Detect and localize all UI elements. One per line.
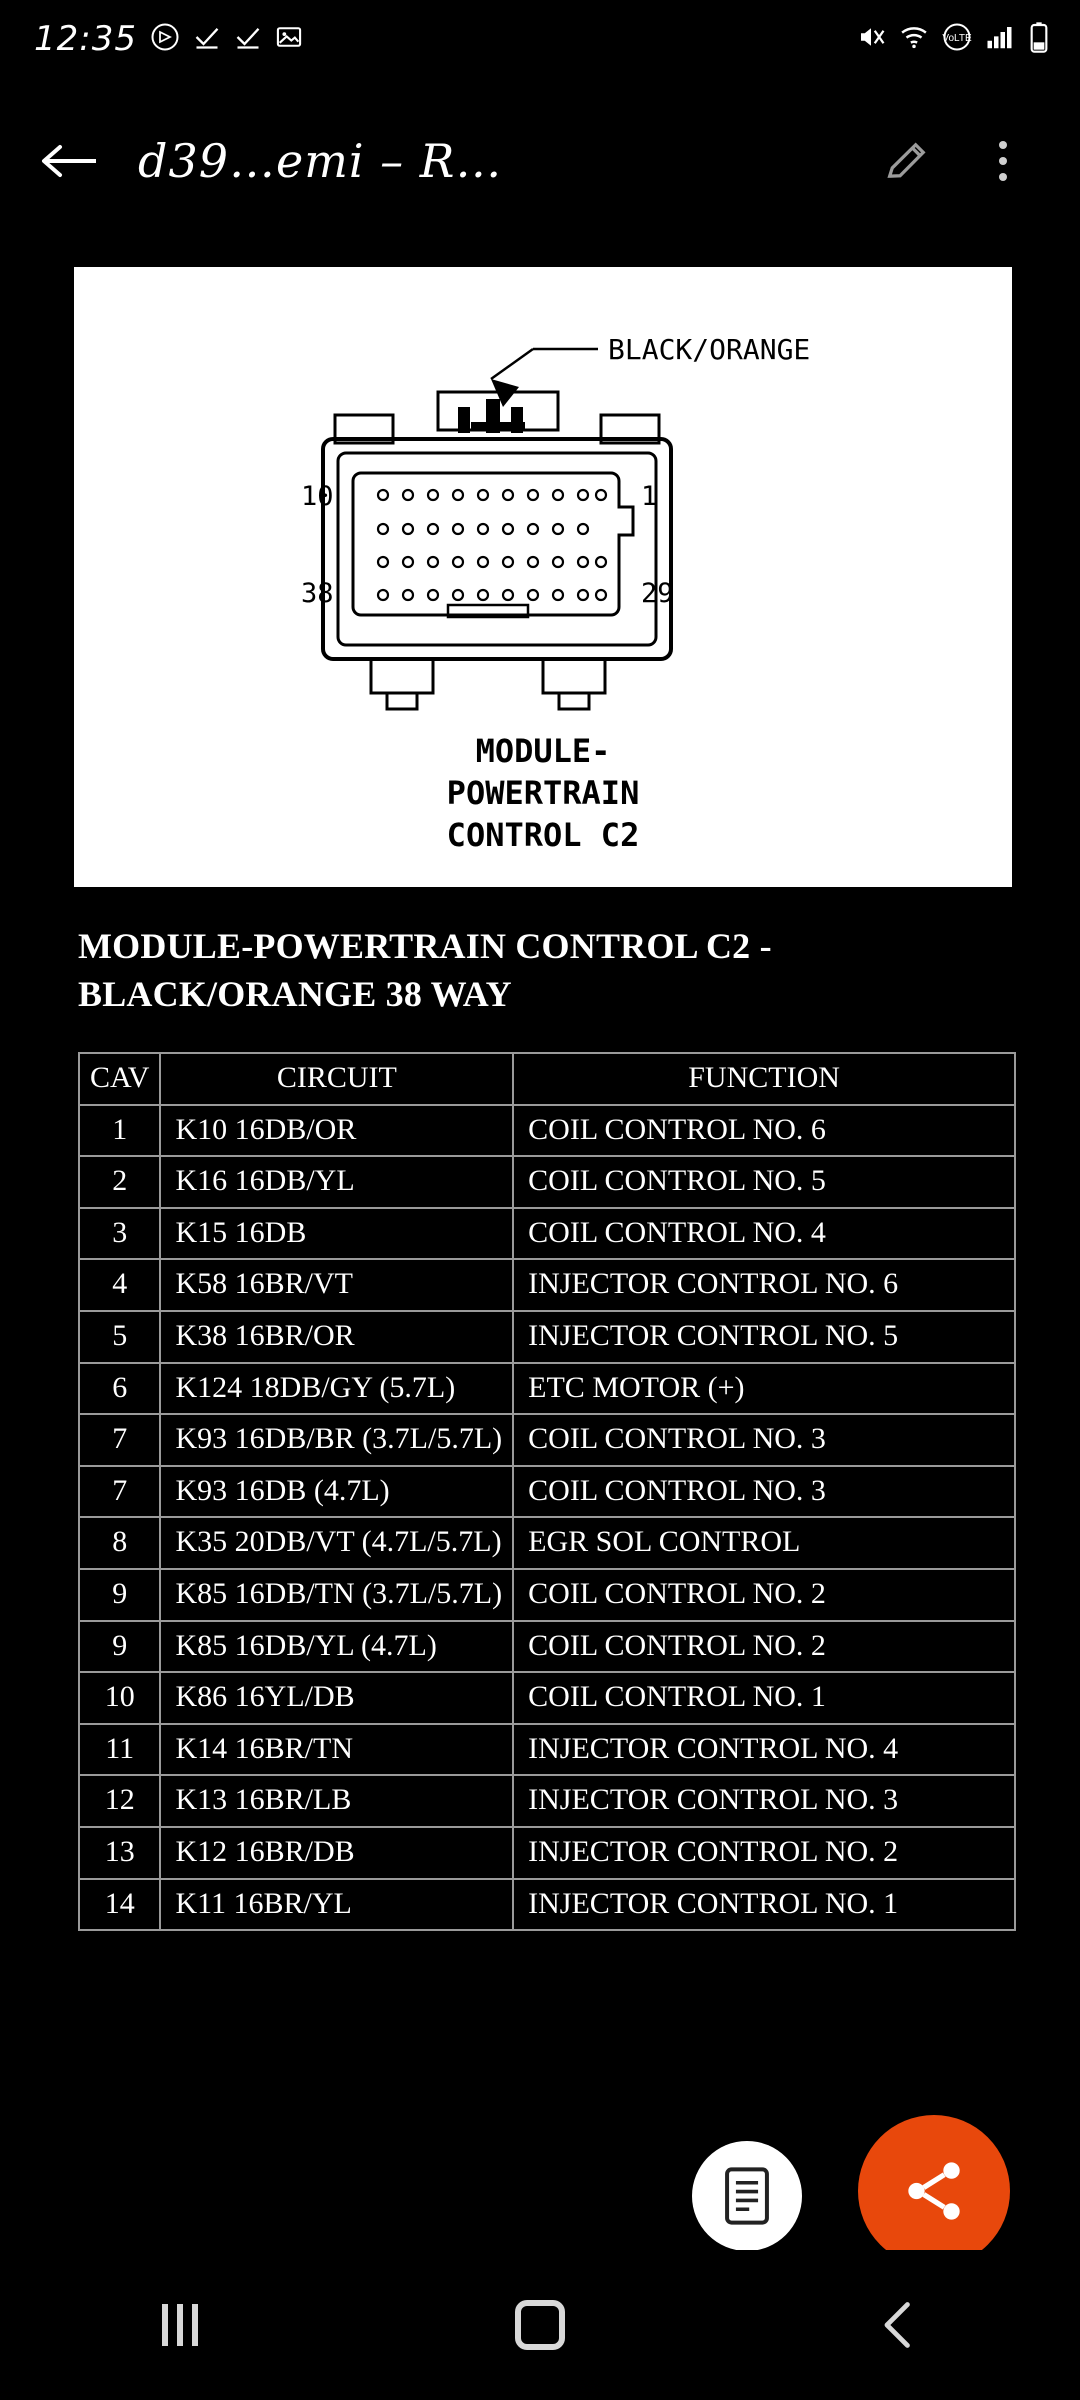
cell-cav: 6 xyxy=(79,1363,160,1415)
pencil-icon[interactable] xyxy=(864,118,950,204)
cell-function: INJECTOR CONTROL NO. 2 xyxy=(513,1827,1015,1879)
cell-cav: 13 xyxy=(79,1827,160,1879)
battery-icon xyxy=(1028,21,1050,58)
document-body xyxy=(0,243,1080,1931)
cell-cav: 12 xyxy=(79,1775,160,1827)
callout-label: BLACK/ORANGE xyxy=(608,333,811,366)
home-button[interactable] xyxy=(460,2275,620,2375)
connector-diagram-svg xyxy=(74,267,1012,887)
section-heading: MODULE-POWERTRAIN CONTROL C2 - BLACK/ORANGE 38 WAY xyxy=(78,926,772,1014)
reader-mode-button[interactable] xyxy=(692,2141,802,2250)
recents-button[interactable] xyxy=(100,2275,260,2375)
cav-table-head xyxy=(79,1053,1015,1105)
download-complete-icon xyxy=(234,23,262,56)
recents-icon xyxy=(162,2304,198,2346)
cell-circuit: K38 16BR/OR xyxy=(160,1311,513,1363)
document-scroll-area[interactable] xyxy=(0,243,1080,2250)
cell-function: COIL CONTROL NO. 2 xyxy=(513,1621,1015,1673)
cell-function: INJECTOR CONTROL NO. 1 xyxy=(513,1879,1015,1931)
svg-text:VoLTE: VoLTE xyxy=(942,32,972,44)
status-clock: 12:35 xyxy=(34,19,137,59)
pin-label-bottom-right: 29 xyxy=(641,578,674,609)
pin-label-top-left: 10 xyxy=(301,481,334,512)
chevron-left-icon xyxy=(877,2299,923,2351)
pin-label-bottom-left: 38 xyxy=(301,578,334,609)
column-header-function: FUNCTION xyxy=(513,1053,1015,1105)
download-complete-icon xyxy=(193,23,221,56)
cell-function: COIL CONTROL NO. 6 xyxy=(513,1105,1015,1157)
record-icon xyxy=(150,22,180,57)
back-button[interactable] xyxy=(30,121,110,201)
cell-circuit: K35 20DB/VT (4.7L/5.7L) xyxy=(160,1517,513,1569)
cell-function: COIL CONTROL NO. 4 xyxy=(513,1208,1015,1260)
cell-function: INJECTOR CONTROL NO. 4 xyxy=(513,1724,1015,1776)
cell-circuit: K12 16BR/DB xyxy=(160,1827,513,1879)
cell-function: INJECTOR CONTROL NO. 6 xyxy=(513,1259,1015,1311)
cell-cav: 4 xyxy=(79,1259,160,1311)
cell-circuit: K16 16DB/YL xyxy=(160,1156,513,1208)
cell-cav: 8 xyxy=(79,1517,160,1569)
cell-circuit: K93 16DB/BR (3.7L/5.7L) xyxy=(160,1414,513,1466)
cell-function: COIL CONTROL NO. 2 xyxy=(513,1569,1015,1621)
table-header-row xyxy=(79,1053,1015,1105)
cell-cav: 14 xyxy=(79,1879,160,1931)
cell-cav: 11 xyxy=(79,1724,160,1776)
status-right-group xyxy=(856,21,1050,58)
home-icon xyxy=(515,2300,565,2350)
table-row xyxy=(79,1208,1015,1260)
cell-cav: 7 xyxy=(79,1414,160,1466)
table-row xyxy=(79,1672,1015,1724)
cav-table xyxy=(78,1052,1016,1931)
table-row xyxy=(79,1105,1015,1157)
cell-function: COIL CONTROL NO. 3 xyxy=(513,1466,1015,1518)
diagram-caption-line3: CONTROL C2 xyxy=(446,816,640,854)
cell-circuit: K15 16DB xyxy=(160,1208,513,1260)
table-row xyxy=(79,1311,1015,1363)
cav-table-wrapper xyxy=(78,1052,1016,1931)
table-row xyxy=(79,1414,1015,1466)
cav-table-body xyxy=(79,1105,1015,1931)
cell-circuit: K124 18DB/GY (5.7L) xyxy=(160,1363,513,1415)
document-icon xyxy=(719,2165,775,2227)
connector-diagram xyxy=(74,267,1012,887)
app-bar xyxy=(0,78,1080,243)
status-bar xyxy=(0,0,1080,78)
table-row xyxy=(79,1879,1015,1931)
signal-icon xyxy=(985,22,1015,57)
diagram-caption-line2: POWERTRAIN xyxy=(446,774,640,812)
image-icon xyxy=(275,23,303,56)
more-options-button[interactable] xyxy=(960,118,1046,204)
table-row xyxy=(79,1363,1015,1415)
cell-cav: 7 xyxy=(79,1466,160,1518)
cell-function: COIL CONTROL NO. 3 xyxy=(513,1414,1015,1466)
column-header-circuit: CIRCUIT xyxy=(160,1053,513,1105)
cell-circuit: K93 16DB (4.7L) xyxy=(160,1466,513,1518)
cell-function: COIL CONTROL NO. 1 xyxy=(513,1672,1015,1724)
cell-function: ETC MOTOR (+) xyxy=(513,1363,1015,1415)
table-row xyxy=(79,1259,1015,1311)
table-row xyxy=(79,1724,1015,1776)
diagram-caption-line1: MODULE- xyxy=(475,732,611,770)
cell-cav: 9 xyxy=(79,1569,160,1621)
table-row xyxy=(79,1775,1015,1827)
cell-cav: 5 xyxy=(79,1311,160,1363)
cell-function: COIL CONTROL NO. 5 xyxy=(513,1156,1015,1208)
wifi-icon xyxy=(899,22,929,57)
cell-function: EGR SOL CONTROL xyxy=(513,1517,1015,1569)
cell-function: INJECTOR CONTROL NO. 5 xyxy=(513,1311,1015,1363)
cell-circuit: K86 16YL/DB xyxy=(160,1672,513,1724)
cell-circuit: K11 16BR/YL xyxy=(160,1879,513,1931)
cell-circuit: K10 16DB/OR xyxy=(160,1105,513,1157)
cell-cav: 3 xyxy=(79,1208,160,1260)
column-header-cav: CAV xyxy=(79,1053,160,1105)
cell-circuit: K13 16BR/LB xyxy=(160,1775,513,1827)
system-nav-bar xyxy=(0,2250,1080,2400)
cell-cav: 10 xyxy=(79,1672,160,1724)
pin-label-top-right: 1 xyxy=(641,481,658,512)
table-row xyxy=(79,1569,1015,1621)
status-left-group xyxy=(34,19,303,59)
table-row xyxy=(79,1827,1015,1879)
share-icon xyxy=(899,2156,969,2226)
cell-cav: 9 xyxy=(79,1621,160,1673)
table-row xyxy=(79,1517,1015,1569)
cell-circuit: K58 16BR/VT xyxy=(160,1259,513,1311)
page-title: d39…emi – R… xyxy=(138,133,503,188)
cell-cav: 2 xyxy=(79,1156,160,1208)
cell-cav: 1 xyxy=(79,1105,160,1157)
volte-icon xyxy=(942,22,972,57)
back-nav-button[interactable] xyxy=(820,2275,980,2375)
cell-circuit: K14 16BR/TN xyxy=(160,1724,513,1776)
cell-circuit: K85 16DB/YL (4.7L) xyxy=(160,1621,513,1673)
mute-icon xyxy=(856,22,886,57)
table-row xyxy=(79,1621,1015,1673)
share-button[interactable] xyxy=(858,2115,1010,2250)
table-row xyxy=(79,1156,1015,1208)
table-row xyxy=(79,1466,1015,1518)
kebab-icon xyxy=(999,141,1007,181)
cell-circuit: K85 16DB/TN (3.7L/5.7L) xyxy=(160,1569,513,1621)
cell-function: INJECTOR CONTROL NO. 3 xyxy=(513,1775,1015,1827)
